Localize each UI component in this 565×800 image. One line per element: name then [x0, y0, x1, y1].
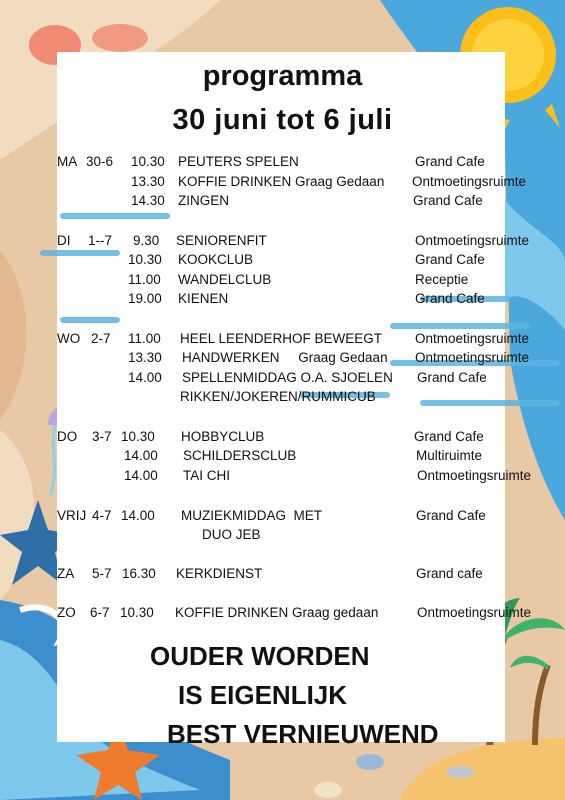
location: Grand Cafe — [415, 291, 485, 306]
location: Grand Cafe — [414, 429, 484, 444]
location: Ontmoetingsruimte — [417, 468, 532, 483]
wave-line — [60, 317, 120, 323]
time: 16.30 — [122, 566, 156, 581]
time: 14.00 — [121, 508, 155, 523]
time: 11.00 — [128, 272, 161, 287]
day-date: 5-7 — [92, 566, 112, 581]
day-label: ZO — [57, 605, 76, 620]
day-date: 30-6 — [86, 154, 114, 169]
activity: KOOKCLUB — [178, 252, 254, 267]
activity: SENIORENFIT — [176, 233, 267, 248]
day-label: DO — [57, 429, 78, 444]
day-date: 3-7 — [92, 429, 112, 444]
activity: HANDWERKEN Graag Gedaan — [182, 350, 388, 365]
location: Ontmoetingsruimte — [415, 331, 530, 346]
slogan-line: IS EIGENLIJK — [178, 680, 348, 710]
day-label: VRIJ — [57, 508, 87, 523]
time: 19.00 — [128, 291, 162, 306]
wave-line — [420, 400, 560, 406]
day-label: DI — [57, 233, 71, 248]
time: 10.30 — [128, 252, 162, 267]
activity: RIKKEN/JOKEREN/RUMMICUB — [180, 389, 376, 404]
day-date: 2-7 — [91, 331, 111, 346]
activity: MUZIEKMIDDAG MET — [181, 508, 322, 523]
day-date: 1--7 — [88, 233, 113, 248]
location: Ontmoetingsruimte — [415, 233, 530, 248]
activity: KIENEN — [178, 291, 229, 306]
activity: DUO JEB — [202, 527, 261, 542]
activity: KOFFIE DRINKEN Graag Gedaan — [178, 174, 385, 189]
location: Multiruimte — [416, 448, 483, 463]
location: Grand Cafe — [417, 370, 487, 385]
time: 14.00 — [124, 448, 158, 463]
activity: ZINGEN — [178, 193, 230, 208]
activity: TAI CHI — [183, 468, 230, 483]
activity: SPELLENMIDDAG O.A. SJOELEN — [182, 370, 393, 385]
time: 13.30 — [131, 174, 165, 189]
slogan-line: OUDER WORDEN — [150, 641, 370, 671]
location: Grand Cafe — [416, 508, 486, 523]
activity: KERKDIENST — [176, 566, 263, 581]
time: 10.30 — [131, 154, 165, 169]
activity: SCHILDERSCLUB — [183, 448, 297, 463]
time: 11.00 — [128, 331, 161, 346]
page-title: programma — [202, 60, 363, 92]
activity: WANDELCLUB — [178, 272, 272, 287]
time: 14.00 — [124, 468, 158, 483]
location: Grand cafe — [416, 566, 483, 581]
location: Receptie — [415, 272, 469, 287]
day-label: ZA — [57, 566, 75, 581]
day-date: 6-7 — [90, 605, 110, 620]
slogan-line: BEST VERNIEUWEND — [167, 719, 439, 749]
time: 14.30 — [131, 193, 165, 208]
activity: KOFFIE DRINKEN Graag gedaan — [175, 605, 379, 620]
location: Ontmoetingsruimte — [415, 350, 530, 365]
location: Ontmoetingsruimte — [412, 174, 527, 189]
activity: HEEL LEENDERHOF BEWEEGT — [180, 331, 383, 346]
location: Ontmoetingsruimte — [417, 605, 532, 620]
time: 14.00 — [128, 370, 162, 385]
date-range: 30 juni tot 6 juli — [172, 104, 393, 136]
location: Grand Cafe — [413, 193, 483, 208]
day-date: 4-7 — [92, 508, 112, 523]
day-label: WO — [57, 331, 81, 346]
time: 10.30 — [121, 429, 155, 444]
wave-line — [390, 323, 530, 329]
wave-line — [40, 250, 120, 256]
time: 10.30 — [120, 605, 154, 620]
location: Grand Cafe — [415, 154, 485, 169]
time: 9.30 — [133, 233, 160, 248]
day-label: MA — [57, 154, 78, 169]
time: 13.30 — [128, 350, 162, 365]
wave-line — [60, 213, 170, 219]
location: Grand Cafe — [415, 252, 485, 267]
activity: PEUTERS SPELEN — [178, 154, 299, 169]
activity: HOBBYCLUB — [181, 429, 265, 444]
